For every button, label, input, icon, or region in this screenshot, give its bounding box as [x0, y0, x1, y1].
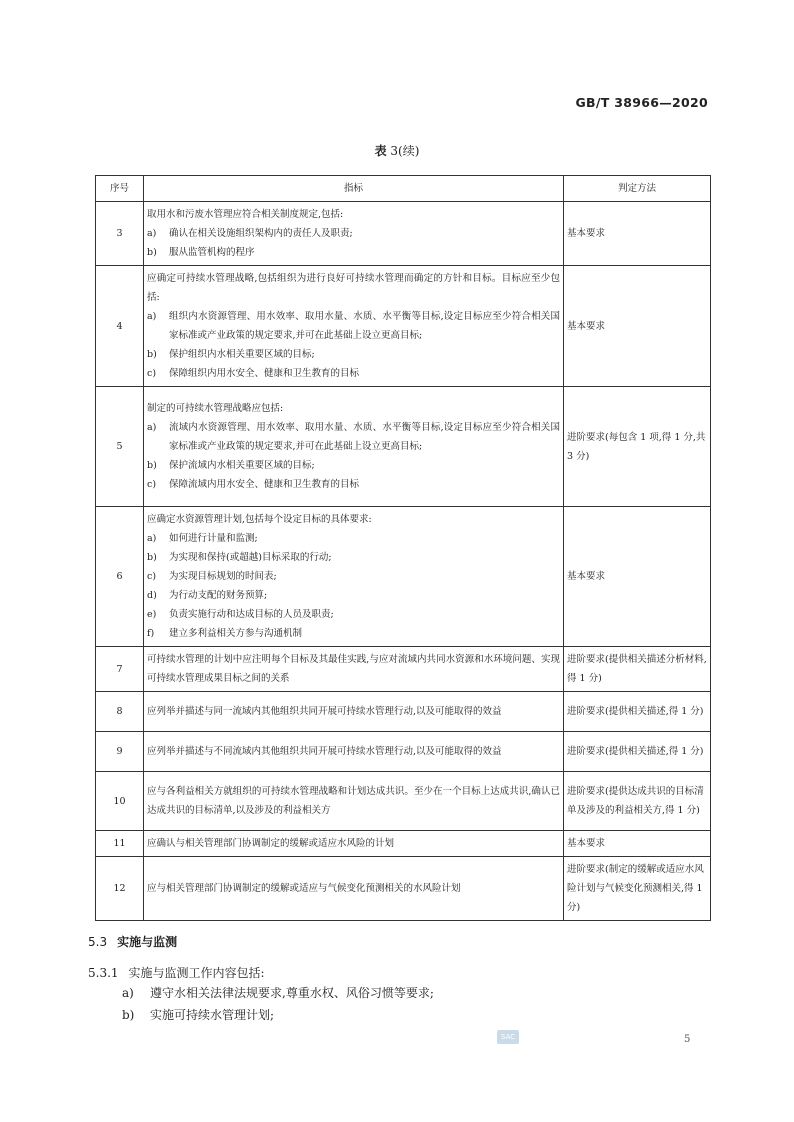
row-indicator-cell	[144, 202, 564, 266]
indicator-item-text: 确认在相关设施组织架构内的责任人及职责;	[169, 228, 353, 239]
row-method-cell: 基本要求	[564, 507, 711, 647]
indicator-item	[147, 475, 560, 494]
page-number: 5	[684, 1034, 691, 1045]
row-method-cell: 基本要求	[564, 831, 711, 857]
indicator-intro: 应确定水资源管理计划,包括每个设定目标的具体要求:	[147, 514, 372, 525]
indicator-item	[147, 605, 560, 624]
column-header-indicator: 指标	[144, 176, 564, 202]
sac-watermark-logo: SAC	[497, 1030, 519, 1044]
indicator-item-marker: b)	[147, 247, 157, 258]
indicator-item	[147, 345, 560, 364]
row-indicator-cell	[144, 692, 564, 732]
indicator-item-text: 如何进行计量和监测;	[169, 533, 258, 544]
indicator-item-marker: d)	[147, 590, 157, 601]
clause-text: 实施与监测工作内容包括:	[128, 966, 265, 980]
indicator-intro: 应确认与相关管理部门协调制定的缓解或适应水风险的计划	[147, 838, 395, 849]
indicator-item-marker: a)	[147, 533, 157, 544]
indicator-intro: 取用水和污废水管理应符合相关制度规定,包括:	[147, 209, 344, 220]
indicator-item	[147, 307, 560, 345]
row-seq-cell: 3	[96, 202, 144, 266]
row-method-cell: 进阶要求(提供相关描述分析材料,得 1 分)	[564, 647, 711, 692]
indicator-item-marker: e)	[147, 609, 157, 620]
indicator-item-text: 为行动支配的财务预算;	[169, 590, 268, 601]
indicator-item	[147, 364, 560, 383]
indicator-intro: 应列举并描述与同一流域内其他组织共同开展可持续水管理行动,以及可能取得的效益	[147, 706, 502, 717]
indicator-item	[147, 224, 560, 243]
indicator-intro: 制定的可持续水管理战略应包括:	[147, 403, 284, 414]
indicator-item-marker: c)	[147, 368, 157, 379]
row-method-cell: 基本要求	[564, 202, 711, 266]
clause-list	[122, 982, 434, 1026]
table-row	[96, 266, 711, 387]
list-item-marker: b)	[122, 1008, 135, 1022]
row-indicator-cell	[144, 647, 564, 692]
row-seq-cell: 10	[96, 772, 144, 831]
row-indicator-cell	[144, 387, 564, 507]
indicator-intro: 应与各利益相关方就组织的可持续水管理战略和计划达成共识。至少在一个目标上达成共识,确认已达成共识的目标清单,以及涉及的利益相关方	[147, 786, 560, 816]
row-seq-cell: 8	[96, 692, 144, 732]
indicator-item-text: 组织内水资源管理、用水效率、取用水量、水质、水平衡等目标,设定目标应至少符合相关国家标准或产业政策的规定要求,并可在此基础上设立更高目标;	[169, 311, 560, 341]
row-indicator-cell	[144, 857, 564, 921]
indicator-item	[147, 567, 560, 586]
indicator-item-marker: a)	[147, 228, 157, 239]
row-method-cell: 进阶要求(提供相关描述,得 1 分)	[564, 692, 711, 732]
indicator-item-text: 为实现目标规划的时间表;	[169, 571, 277, 582]
list-item-text: 遵守水相关法律法规要求,尊重水权、风俗习惯等要求;	[150, 986, 434, 1000]
standard-code: GB/T 38966—2020	[575, 95, 708, 110]
indicator-item	[147, 548, 560, 567]
indicator-item-text: 保护组织内水相关重要区域的目标;	[169, 349, 315, 360]
clause-paragraph	[88, 962, 265, 984]
indicator-item-text: 建立多利益相关方参与沟通机制	[169, 628, 303, 639]
indicator-item-marker: b)	[147, 460, 157, 471]
table-row	[96, 387, 711, 507]
indicator-item-marker: b)	[147, 349, 157, 360]
indicator-intro: 应列举并描述与不同流域内其他组织共同开展可持续水管理行动,以及可能取得的效益	[147, 746, 502, 757]
section-number: 5.3	[88, 935, 108, 949]
indicator-intro: 可持续水管理的计划中应注明每个目标及其最佳实践,与应对流域内共同水资源和水环境问题、实现可持续水管理成果目标之间的关系	[147, 654, 560, 684]
row-method-cell: 基本要求	[564, 266, 711, 387]
indicator-item-marker: c)	[147, 571, 157, 582]
table-caption-label: 表	[374, 144, 387, 158]
column-header-method: 判定方法	[564, 176, 711, 202]
row-indicator-cell	[144, 507, 564, 647]
row-seq-cell: 11	[96, 831, 144, 857]
indicator-item	[147, 456, 560, 475]
table-caption	[0, 142, 794, 159]
indicator-item-marker: f)	[147, 628, 155, 639]
row-method-cell: 进阶要求(每包含 1 项,得 1 分,共 3 分)	[564, 387, 711, 507]
row-seq-cell: 12	[96, 857, 144, 921]
indicator-item-marker: a)	[147, 422, 157, 433]
row-seq-cell: 7	[96, 647, 144, 692]
indicator-item	[147, 624, 560, 643]
row-method-cell: 进阶要求(提供相关描述,得 1 分)	[564, 732, 711, 772]
row-method-cell: 进阶要求(制定的缓解或适应水风险计划与气候变化预测相关,得 1 分)	[564, 857, 711, 921]
row-method-cell: 进阶要求(提供达成共识的目标清单及涉及的利益相关方,得 1 分)	[564, 772, 711, 831]
indicator-item-text: 保障组织内用水安全、健康和卫生教育的目标	[169, 368, 360, 379]
indicator-item-text: 保障流域内用水安全、健康和卫生教育的目标	[169, 479, 360, 490]
table-row	[96, 857, 711, 921]
section-heading	[88, 933, 177, 950]
table-row	[96, 692, 711, 732]
table-row	[96, 647, 711, 692]
requirements-table	[95, 175, 711, 921]
section-title: 实施与监测	[117, 935, 178, 949]
table-row	[96, 772, 711, 831]
indicator-item-text: 保护流域内水相关重要区域的目标;	[169, 460, 315, 471]
row-seq-cell: 9	[96, 732, 144, 772]
indicator-item	[147, 529, 560, 548]
list-item-text: 实施可持续水管理计划;	[150, 1008, 275, 1022]
list-item	[122, 1004, 434, 1026]
indicator-item-marker: a)	[147, 311, 157, 322]
row-indicator-cell	[144, 831, 564, 857]
table-row	[96, 507, 711, 647]
table-row	[96, 732, 711, 772]
table-caption-number: 3(续)	[386, 144, 420, 158]
list-item-marker: a)	[122, 986, 134, 1000]
indicator-item-text: 服从监管机构的程序	[169, 247, 255, 258]
list-item	[122, 982, 434, 1004]
table-row	[96, 831, 711, 857]
table-row	[96, 202, 711, 266]
indicator-item	[147, 418, 560, 456]
row-seq-cell: 5	[96, 387, 144, 507]
clause-number: 5.3.1	[88, 966, 119, 980]
row-indicator-cell	[144, 266, 564, 387]
table-header-row	[96, 176, 711, 202]
indicator-item-text: 为实现和保持(或超越)目标采取的行动;	[169, 552, 332, 563]
row-indicator-cell	[144, 732, 564, 772]
indicator-item	[147, 586, 560, 605]
row-indicator-cell	[144, 772, 564, 831]
indicator-item-text: 流域内水资源管理、用水效率、取用水量、水质、水平衡等目标,设定目标应至少符合相关国家标准或产业政策的规定要求,并可在此基础上设立更高目标;	[169, 422, 560, 452]
row-seq-cell: 4	[96, 266, 144, 387]
indicator-item	[147, 243, 560, 262]
indicator-item-text: 负责实施行动和达成目标的人员及职责;	[169, 609, 334, 620]
indicator-intro: 应确定可持续水管理战略,包括组织为进行良好可持续水管理而确定的方针和目标。目标应至少包括:	[147, 273, 560, 303]
indicator-item-marker: b)	[147, 552, 157, 563]
column-header-seq: 序号	[96, 176, 144, 202]
row-seq-cell: 6	[96, 507, 144, 647]
indicator-intro: 应与相关管理部门协调制定的缓解或适应与气候变化预测相关的水风险计划	[147, 883, 461, 894]
indicator-item-marker: c)	[147, 479, 157, 490]
